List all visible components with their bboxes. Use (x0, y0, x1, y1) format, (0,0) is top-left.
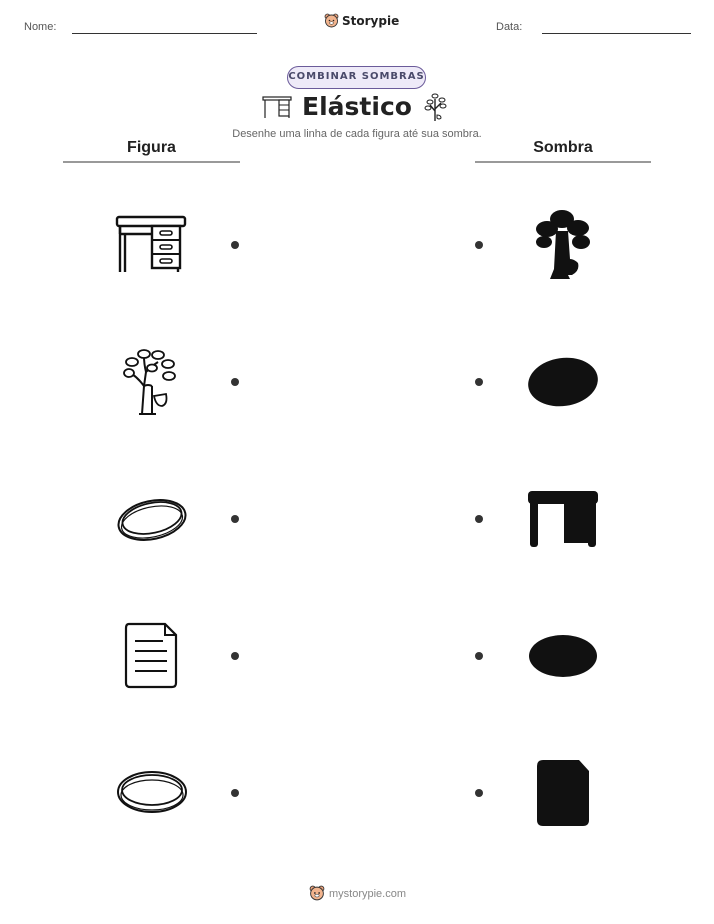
document-figure (123, 621, 179, 691)
column-title-shadow: Sombra (533, 139, 593, 156)
shadow-connector-dot-2[interactable] (475, 378, 483, 386)
activity-badge: COMBINAR SOMBRAS (287, 66, 426, 89)
brand-name: Storypie (342, 14, 400, 28)
page-title: Elástico (302, 92, 412, 121)
figure-connector-dot-1[interactable] (231, 241, 239, 249)
column-divider-left (63, 161, 240, 163)
oval-shadow-large (526, 356, 600, 408)
brand-logo (324, 13, 399, 29)
footer (309, 885, 406, 902)
name-field[interactable] (72, 33, 257, 34)
figure-connector-dot-5[interactable] (231, 789, 239, 797)
column-title-figure: Figura (127, 139, 176, 156)
tree-icon (424, 91, 448, 123)
document-shadow (535, 758, 591, 828)
tree-with-bag-figure (122, 346, 178, 418)
oval-shadow-small (527, 633, 599, 679)
shadow-connector-dot-5[interactable] (475, 789, 483, 797)
name-label: Nome: (24, 21, 57, 33)
shadow-connector-dot-4[interactable] (475, 652, 483, 660)
date-label: Data: (496, 21, 523, 33)
date-field[interactable] (542, 33, 691, 34)
desk-figure (114, 214, 188, 276)
bear-mascot-icon (324, 13, 339, 29)
rubber-band-figure-2 (115, 767, 189, 817)
rubber-band-figure (115, 496, 189, 544)
desk-shadow (526, 489, 600, 549)
bear-mascot-icon (309, 885, 325, 902)
footer-url[interactable]: mystorypie.com (329, 887, 407, 900)
figure-connector-dot-3[interactable] (231, 515, 239, 523)
shadow-connector-dot-1[interactable] (475, 241, 483, 249)
tree-shadow (534, 209, 592, 281)
figure-connector-dot-2[interactable] (231, 378, 239, 386)
instructions: Desenhe uma linha de cada figura até sua sombra. (232, 128, 482, 140)
shadow-connector-dot-3[interactable] (475, 515, 483, 523)
column-divider-right (475, 161, 651, 163)
figure-connector-dot-4[interactable] (231, 652, 239, 660)
